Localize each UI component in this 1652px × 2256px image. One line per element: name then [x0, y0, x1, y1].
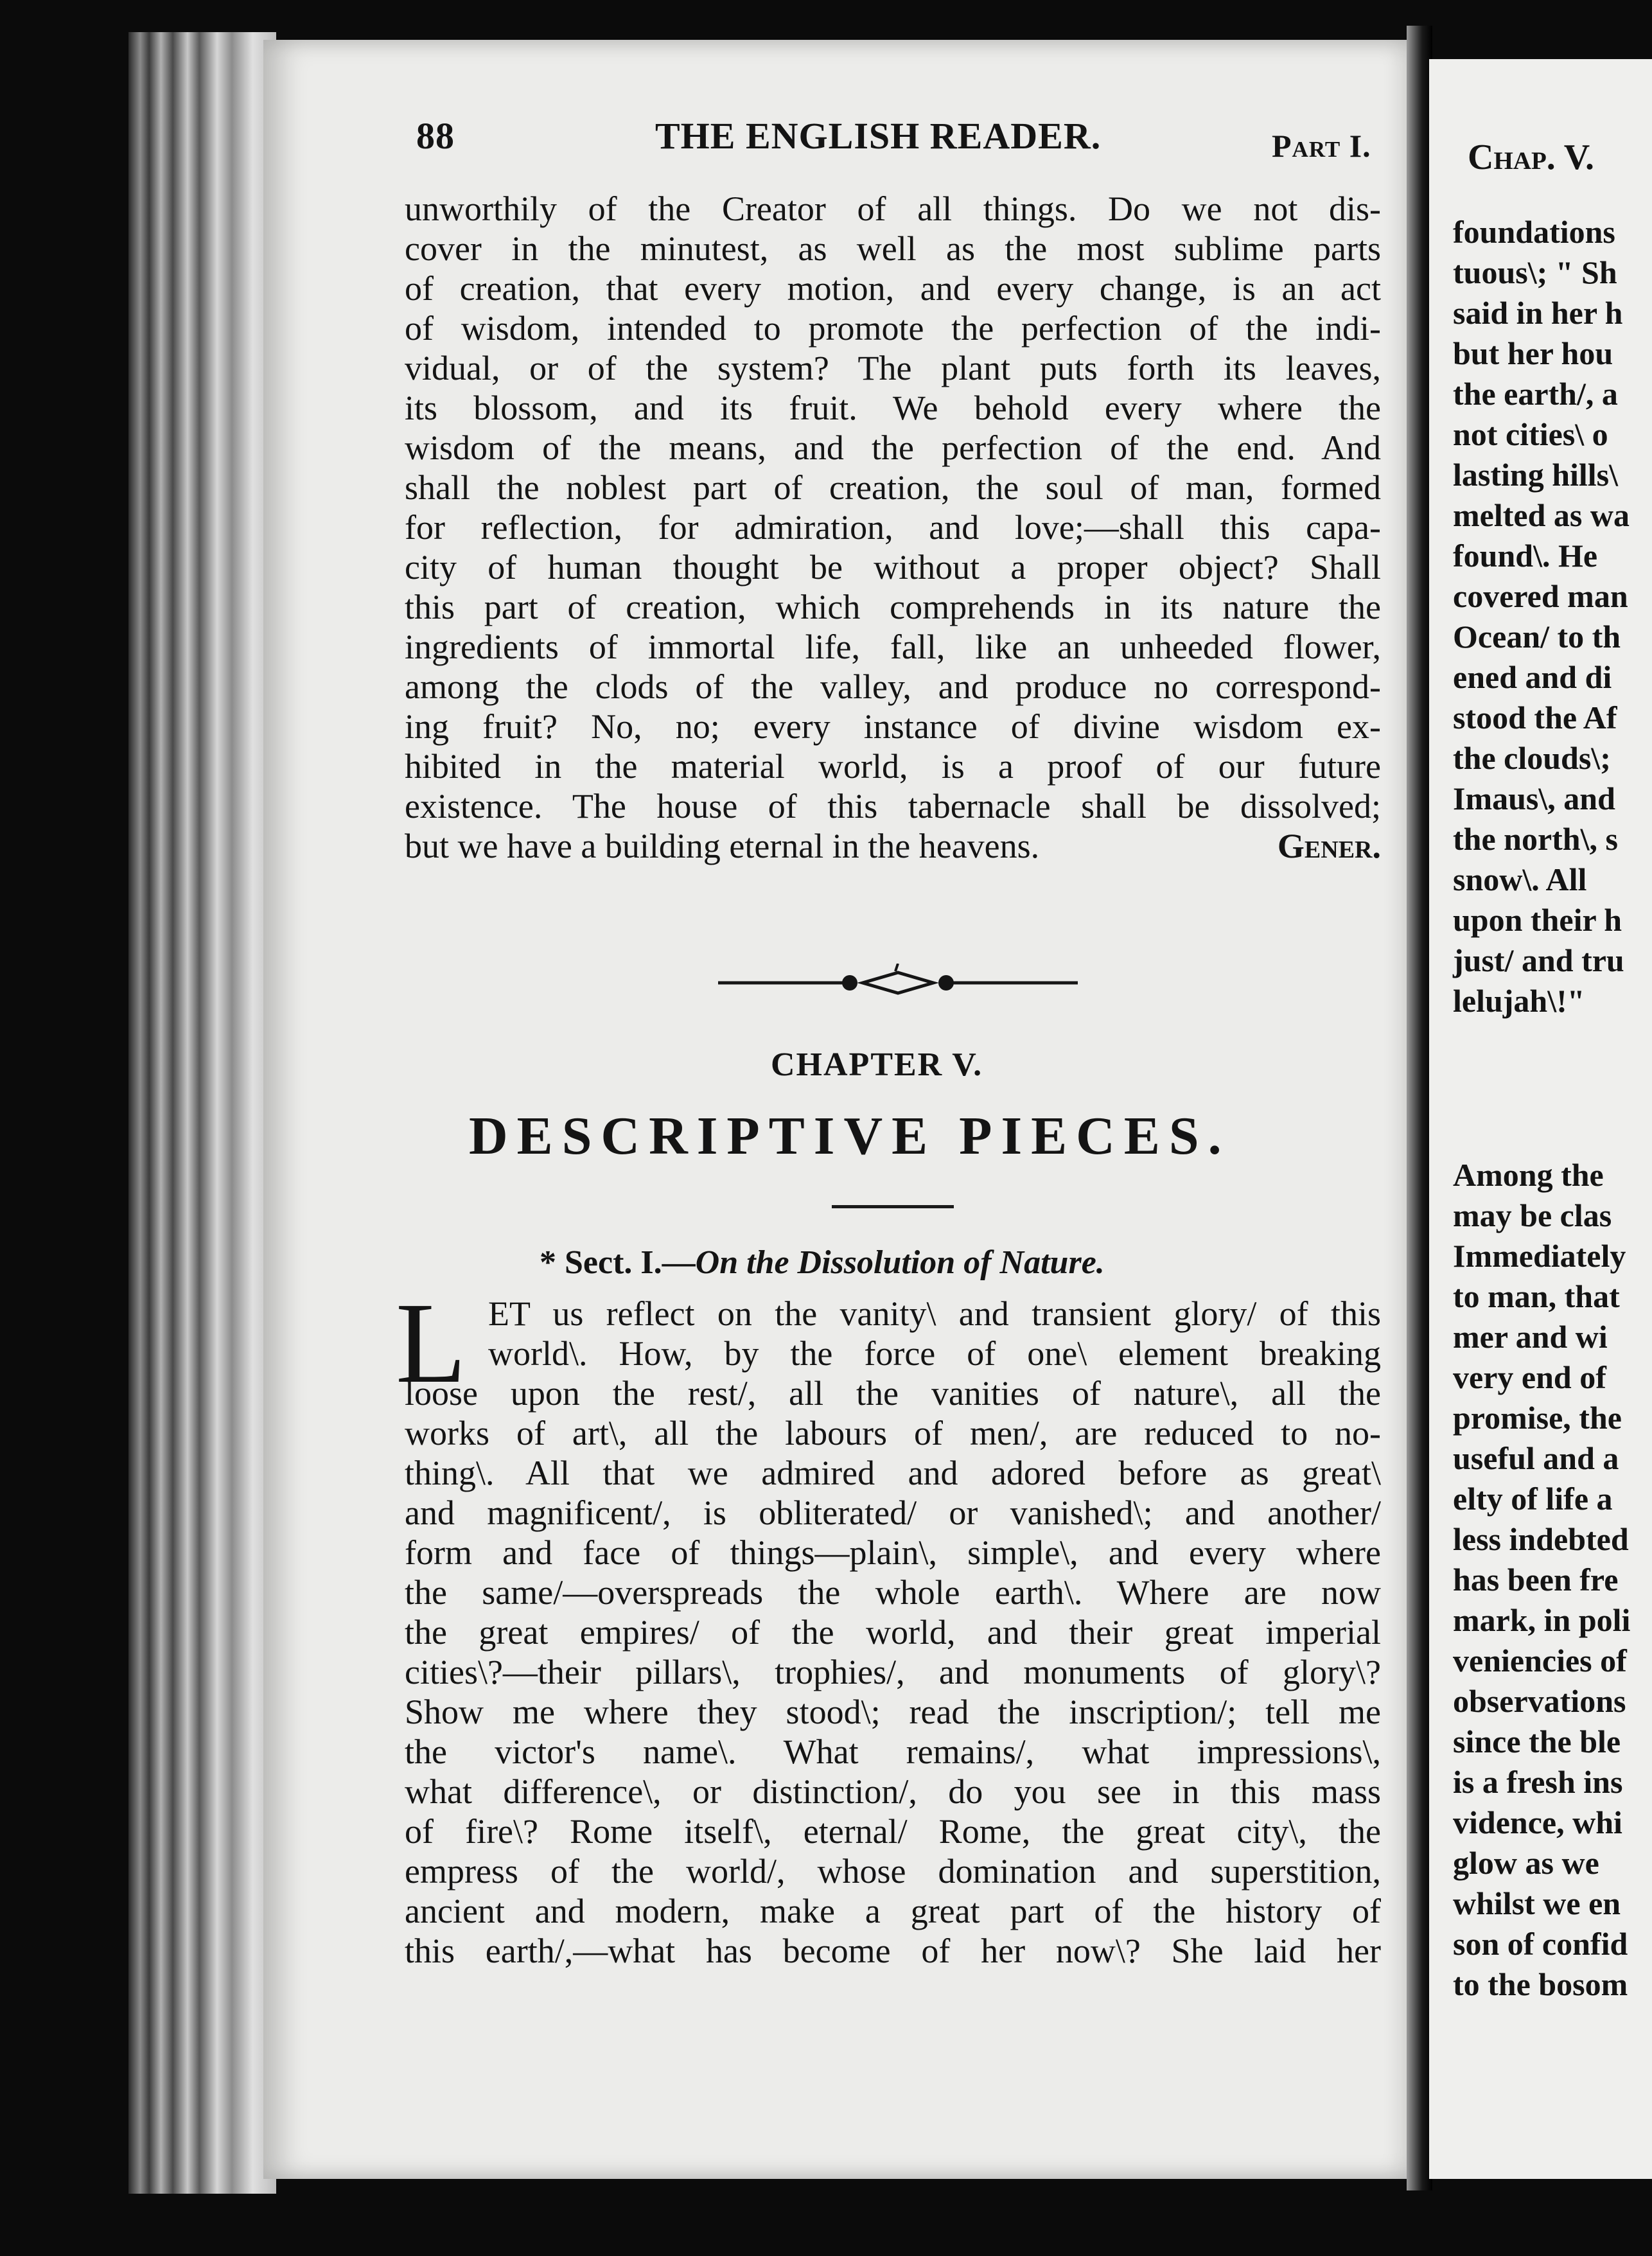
right-text-line: but her hou: [1453, 335, 1613, 371]
text-line: ing fruit? No, no; every instance of divine wisdom ex-: [405, 707, 1381, 746]
right-text-line: found\. He: [1453, 538, 1598, 574]
text-line: loose upon the rest/, all the vanities of nature\, all the: [405, 1374, 1381, 1413]
section-title: DESCRIPTIVE PIECES.: [469, 1106, 1231, 1166]
text-line: of fire\? Rome itself\, eternal/ Rome, the great city\, the: [405, 1812, 1381, 1851]
right-text-line: not cities\ o: [1453, 416, 1608, 452]
text-line: of wisdom, intended to promote the perfection of the indi-: [405, 309, 1381, 348]
right-text-line: the earth/, a: [1453, 376, 1618, 412]
text-line: cover in the minutest, as well as the most sublime parts: [405, 229, 1381, 268]
text-line: empress of the world/, whose domination and superstition,: [405, 1852, 1381, 1890]
section-number: * Sect. I.—: [540, 1244, 696, 1281]
text-line: ingredients of immortal life, fall, like an unheeded flower,: [405, 628, 1381, 666]
text-line: works of art\, all the labours of men/, are reduced to no-: [405, 1414, 1381, 1452]
text-line: wisdom of the means, and the perfection of the end. And: [405, 428, 1381, 467]
right-text-line: snow\. All: [1453, 861, 1587, 897]
right-text-line: veniencies of: [1453, 1643, 1627, 1679]
paragraph-dissolution-body: [405, 1294, 1381, 1971]
right-text-line: just/ and tru: [1453, 942, 1624, 978]
text-line: hibited in the material world, is a proof of our future: [405, 747, 1381, 786]
right-text-line: since the ble: [1453, 1723, 1621, 1759]
text-line: vidual, or of the system? The plant puts forth its leaves,: [405, 349, 1381, 387]
right-text-line: may be clas: [1453, 1197, 1612, 1233]
text-line: the victor's name\. What remains/, what impressions\,: [405, 1732, 1381, 1771]
right-text-line: vidence, whi: [1453, 1804, 1622, 1840]
right-text-line: mark, in poli: [1453, 1602, 1631, 1638]
text-line: form and face of things—plain\, simple\, and every where: [405, 1533, 1381, 1572]
drop-cap: L: [396, 1279, 466, 1407]
right-text-line: melted as wa: [1453, 497, 1630, 533]
closing-sentence: but we have a building eternal in the heavens.: [405, 827, 1040, 865]
text-line: for reflection, for admiration, and love;—shall this capa-: [405, 508, 1381, 547]
text-line: its blossom, and its fruit. We behold every where the: [405, 389, 1381, 427]
page-number: 88: [416, 115, 455, 157]
right-text-line: Immediately: [1453, 1238, 1626, 1274]
text-line: among the clods of the valley, and produce no correspond-: [405, 667, 1381, 706]
right-text-line: Ocean/ to th: [1453, 619, 1621, 655]
right-text-line: to man, that: [1453, 1278, 1620, 1314]
right-text-line: stood the Af: [1453, 700, 1617, 736]
right-text-line: whilst we en: [1453, 1885, 1621, 1921]
right-text-line: tuous\; " Sh: [1453, 254, 1617, 290]
paragraph-dissolution-intro: [405, 189, 1381, 826]
running-title: THE ENGLISH READER.: [655, 115, 1102, 157]
chapter-label: CHAPTER V.: [771, 1046, 983, 1083]
book-gutter: [1407, 26, 1432, 2190]
right-text-line: mer and wi: [1453, 1319, 1608, 1355]
book-edge: [128, 32, 276, 2194]
right-text-line: very end of: [1453, 1359, 1606, 1395]
right-text-line: son of confid: [1453, 1926, 1628, 1962]
paragraph-closing-line: [405, 826, 1381, 866]
right-text-line: glow as we: [1453, 1845, 1599, 1881]
text-line: thing\. All that we admired and adored before as great\: [405, 1454, 1381, 1492]
text-line: Show me where they stood\; read the inscription/; tell me: [405, 1693, 1381, 1731]
text-line: the same/—overspreads the whole earth\. Where are now: [405, 1573, 1381, 1612]
right-text-line: less indebted: [1453, 1521, 1629, 1557]
right-running-title: Chap. V.: [1468, 137, 1594, 177]
right-text-line: Imaus\, and: [1453, 780, 1615, 816]
right-text-line: said in her h: [1453, 295, 1623, 331]
text-line: this part of creation, which comprehends in its nature the: [405, 588, 1381, 626]
text-line: existence. The house of this tabernacle shall be dissolved;: [405, 787, 1381, 825]
ornament-divider: [718, 964, 1078, 1002]
right-text-line: to the bosom: [1453, 1966, 1628, 2002]
text-line: what difference\, or distinction/, do you see in this mass: [405, 1772, 1381, 1811]
right-text-line: the north\, s: [1453, 821, 1618, 857]
right-text-line: lasting hills\: [1453, 457, 1619, 493]
author-signature: Gener.: [1277, 827, 1381, 865]
right-text-line: elty of life a: [1453, 1481, 1613, 1517]
right-text-line: observations: [1453, 1683, 1626, 1719]
text-line: ancient and modern, make a great part of the history of: [405, 1892, 1381, 1930]
right-text-line: has been fre: [1453, 1562, 1619, 1598]
right-text-line: covered man: [1453, 578, 1628, 614]
text-line: this earth/,—what has become of her now\? She laid her: [405, 1932, 1381, 1970]
text-line: unworthily of the Creator of all things. Do we not dis-: [405, 189, 1381, 228]
part-label: Part I.: [1272, 128, 1371, 164]
text-line: city of human thought be without a proper object? Shall: [405, 548, 1381, 586]
right-text-line: the clouds\;: [1453, 740, 1611, 776]
right-text-line: is a fresh ins: [1453, 1764, 1623, 1800]
right-text-line: lelujah\!": [1453, 983, 1585, 1019]
right-text-line: promise, the: [1453, 1400, 1622, 1436]
text-line: of creation, that every motion, and every change, is an act: [405, 269, 1381, 308]
right-text-line: upon their h: [1453, 902, 1622, 938]
right-text-line: useful and a: [1453, 1440, 1619, 1476]
right-text-line: Among the: [1453, 1157, 1604, 1193]
text-line: cities\?—their pillars\, trophies/, and monuments of glory\?: [405, 1653, 1381, 1691]
text-line: ET us reflect on the vanity\ and transient glory/ of this: [488, 1294, 1381, 1333]
text-line: and magnificent/, is obliterated/ or vanished\; and another/: [405, 1494, 1381, 1532]
title-rule: [832, 1205, 954, 1208]
right-text-line: foundations: [1453, 214, 1615, 250]
right-text-line: ened and di: [1453, 659, 1612, 695]
text-line: the great empires/ of the world, and their great imperial: [405, 1613, 1381, 1652]
text-line: shall the noblest part of creation, the soul of man, formed: [405, 468, 1381, 507]
section-heading: [540, 1244, 1105, 1282]
text-line: world\. How, by the force of one\ element breaking: [488, 1334, 1381, 1373]
section-heading-title: On the Dissolution of Nature.: [695, 1244, 1105, 1281]
